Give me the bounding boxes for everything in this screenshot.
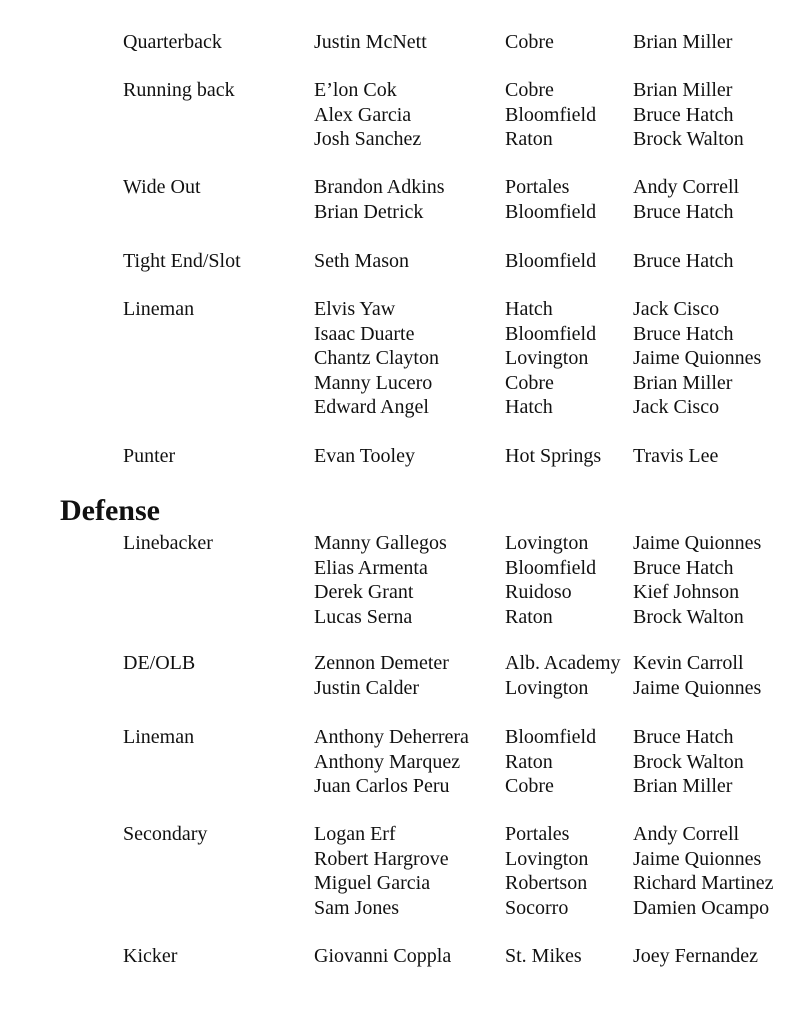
- player-school: St. Mikes: [505, 945, 582, 967]
- player-row: [0, 605, 799, 630]
- player-coach: Jaime Quionnes: [633, 347, 762, 369]
- player-coach: Brock Walton: [633, 750, 744, 773]
- player-coach: Bruce Hatch: [633, 726, 734, 748]
- player-row: [0, 322, 799, 347]
- player-name: Evan Tooley: [314, 445, 415, 467]
- player-row: [0, 175, 799, 200]
- player-row: [0, 556, 799, 581]
- position-label: Tight End/Slot: [123, 250, 241, 272]
- player-coach: Joey Fernandez: [633, 945, 758, 967]
- position-label: Lineman: [123, 298, 195, 320]
- player-school: Cobre: [505, 31, 554, 53]
- player-school: Cobre: [505, 79, 554, 101]
- player-name: Justin Calder: [314, 676, 419, 699]
- player-row: [0, 371, 799, 396]
- player-school: Cobre: [505, 775, 554, 797]
- player-school: Bloomfield: [505, 103, 597, 126]
- player-row: [0, 871, 799, 896]
- player-name: Miguel Garcia: [314, 872, 431, 894]
- player-coach: Jaime Quionnes: [633, 847, 762, 870]
- player-name: Elvis Yaw: [314, 298, 396, 320]
- player-name: Robert Hargrove: [314, 847, 449, 870]
- player-name: Chantz Clayton: [314, 347, 439, 369]
- player-row: [0, 531, 799, 556]
- player-row: [0, 725, 799, 750]
- player-coach: Jaime Quionnes: [633, 532, 762, 554]
- player-name: Anthony Marquez: [314, 750, 461, 773]
- player-row: [0, 249, 799, 274]
- player-row: [0, 78, 799, 103]
- player-row: [0, 103, 799, 128]
- player-name: Manny Lucero: [314, 371, 433, 394]
- player-school: Alb. Academy: [505, 652, 621, 674]
- position-label: Punter: [123, 445, 176, 467]
- player-school: Hatch: [505, 396, 553, 418]
- player-coach: Kevin Carroll: [633, 652, 744, 674]
- player-school: Cobre: [505, 371, 554, 394]
- player-school: Robertson: [505, 872, 588, 894]
- player-coach: Brock Walton: [633, 128, 744, 150]
- player-school: Hot Springs: [505, 445, 602, 467]
- player-school: Hatch: [505, 298, 553, 320]
- player-row: [0, 346, 799, 371]
- player-school: Raton: [505, 750, 553, 773]
- player-name: Edward Angel: [314, 396, 429, 418]
- position-label: DE/OLB: [123, 652, 196, 674]
- section-heading-defense: Defense: [60, 494, 160, 527]
- player-name: Giovanni Coppla: [314, 945, 452, 967]
- player-coach: Kief Johnson: [633, 581, 740, 603]
- player-name: Justin McNett: [314, 31, 427, 53]
- player-row: [0, 200, 799, 225]
- player-coach: Bruce Hatch: [633, 103, 734, 126]
- player-coach: Brian Miller: [633, 79, 733, 101]
- player-school: Bloomfield: [505, 556, 597, 579]
- player-school: Lovington: [505, 676, 589, 699]
- player-coach: Bruce Hatch: [633, 250, 734, 272]
- position-label: Lineman: [123, 726, 195, 748]
- player-row: [0, 651, 799, 676]
- player-coach: Jaime Quionnes: [633, 676, 762, 699]
- player-row: [0, 774, 799, 799]
- player-school: Ruidoso: [505, 581, 572, 603]
- player-school: Portales: [505, 823, 570, 845]
- player-row: [0, 127, 799, 152]
- player-row: [0, 750, 799, 775]
- player-coach: Brock Walton: [633, 605, 744, 628]
- player-row: [0, 30, 799, 55]
- player-name: Manny Gallegos: [314, 532, 447, 554]
- player-coach: Brian Miller: [633, 31, 733, 53]
- player-school: Bloomfield: [505, 726, 597, 748]
- player-row: [0, 944, 799, 969]
- player-coach: Andy Correll: [633, 176, 740, 198]
- player-coach: Jack Cisco: [633, 298, 720, 320]
- player-coach: Bruce Hatch: [633, 322, 734, 345]
- player-coach: Richard Martinez: [633, 872, 774, 894]
- player-name: Juan Carlos Peru: [314, 775, 450, 797]
- player-row: [0, 847, 799, 872]
- player-name: Alex Garcia: [314, 103, 412, 126]
- player-name: Derek Grant: [314, 581, 414, 603]
- position-label: Linebacker: [123, 532, 213, 554]
- player-coach: Bruce Hatch: [633, 200, 734, 223]
- player-school: Portales: [505, 176, 570, 198]
- player-school: Raton: [505, 605, 553, 628]
- player-school: Socorro: [505, 896, 569, 919]
- position-label: Kicker: [123, 945, 178, 967]
- player-name: Josh Sanchez: [314, 128, 422, 150]
- player-name: Anthony Deherrera: [314, 726, 469, 748]
- player-school: Lovington: [505, 847, 589, 870]
- player-name: Brandon Adkins: [314, 176, 445, 198]
- player-school: Bloomfield: [505, 250, 597, 272]
- player-school: Bloomfield: [505, 322, 597, 345]
- position-label: Wide Out: [123, 176, 201, 198]
- player-coach: Travis Lee: [633, 445, 719, 467]
- player-name: E’lon Cok: [314, 79, 397, 101]
- player-name: Isaac Duarte: [314, 322, 415, 345]
- player-coach: Brian Miller: [633, 775, 733, 797]
- player-name: Lucas Serna: [314, 605, 413, 628]
- player-coach: Jack Cisco: [633, 396, 720, 418]
- player-school: Lovington: [505, 347, 589, 369]
- player-name: Brian Detrick: [314, 200, 424, 223]
- position-label: Quarterback: [123, 31, 222, 53]
- player-row: [0, 297, 799, 322]
- player-school: Bloomfield: [505, 200, 597, 223]
- player-row: [0, 896, 799, 921]
- player-name: Logan Erf: [314, 823, 396, 845]
- player-name: Seth Mason: [314, 250, 409, 272]
- player-row: [0, 822, 799, 847]
- position-label: Running back: [123, 79, 235, 101]
- position-label: Secondary: [123, 823, 208, 845]
- player-name: Sam Jones: [314, 896, 399, 919]
- player-school: Raton: [505, 128, 553, 150]
- player-coach: Bruce Hatch: [633, 556, 734, 579]
- player-row: [0, 580, 799, 605]
- player-name: Zennon Demeter: [314, 652, 449, 674]
- player-coach: Brian Miller: [633, 371, 733, 394]
- player-school: Lovington: [505, 532, 589, 554]
- player-row: [0, 444, 799, 469]
- player-coach: Damien Ocampo: [633, 896, 770, 919]
- player-coach: Andy Correll: [633, 823, 740, 845]
- player-name: Elias Armenta: [314, 556, 428, 579]
- player-row: [0, 676, 799, 701]
- player-row: [0, 395, 799, 420]
